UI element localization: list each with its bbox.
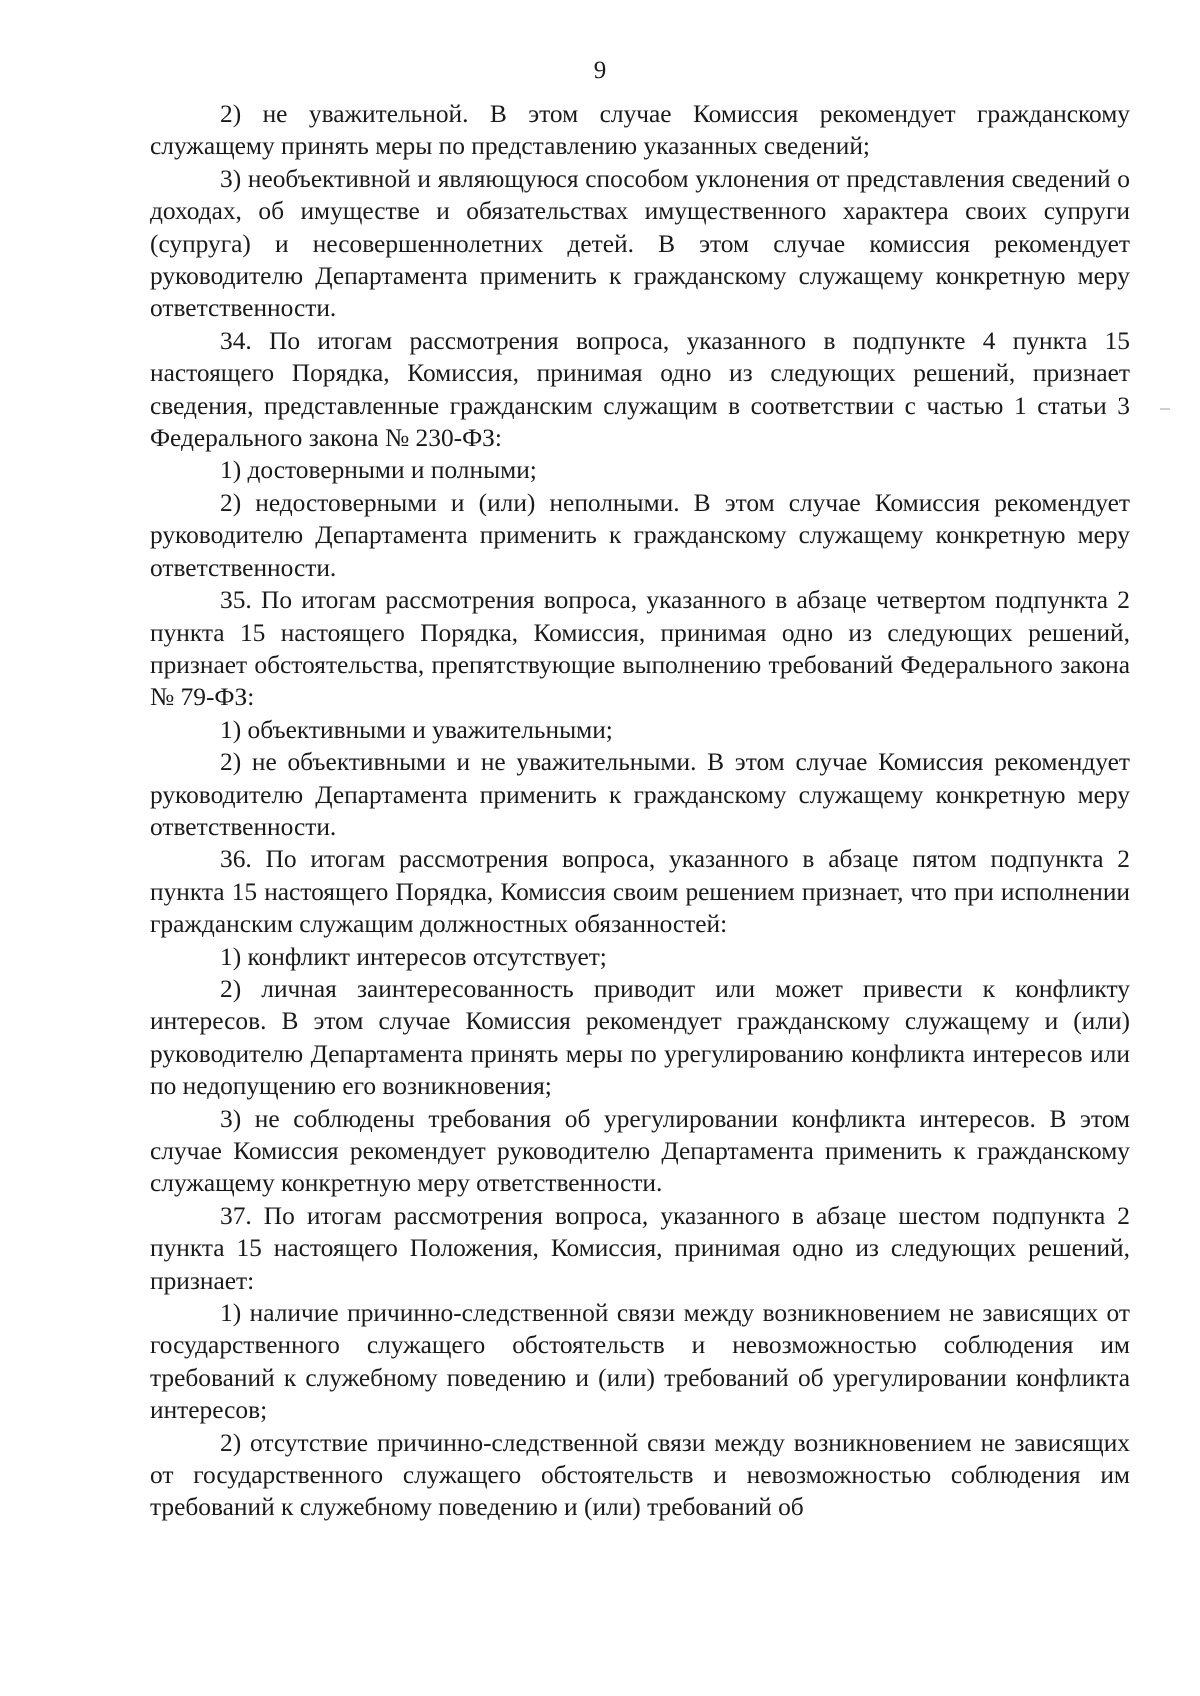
paragraph-36: 36. По итогам рассмотрения вопроса, указанного в абзаце пятом подпункта 2 пункта 15 настоящего Порядка, Комиссия своим решением признает, что при исполнении гражданским служащим должностных обязанностей: [150, 845, 1130, 939]
paragraph-37-item-2: 2) отсутствие причинно-следственной связи между возникновением не зависящих от государственного служащего обстоятельств и невозможностью соблюдения им требований к служебному поведению и (или) требований об [150, 1428, 1130, 1522]
paragraph-36-item-1: 1) конфликт интересов отсутствует; [220, 942, 607, 971]
paragraph-35-item-1: 1) объективными и уважительными; [220, 715, 613, 744]
paragraph-37: 37. По итогам рассмотрения вопроса, указанного в абзаце шестом подпункта 2 пункта 15 настоящего Положения, Комиссия, принимая одно из следующих решений, признает: [150, 1201, 1130, 1295]
paragraph-item-3-not-objective: 3) необъективной и являющуюся способом уклонения от представления сведений о доходах, об имуществе и обязательствах имущественного характера своих супруги (супруга) и несовершеннолетних детей. В этом случае комиссия рекомендует руководителю Департамента применить к гражданскому служащему конкретную меру ответственности. [150, 164, 1130, 323]
paragraph-37-item-1: 1) наличие причинно-следственной связи между возникновением не зависящих от государственного служащего обстоятельств и невозможностью соблюдения им требований к служебному поведению и (или) требований об урегулировании конфликта интересов; [150, 1299, 1130, 1425]
paragraph-34: 34. По итогам рассмотрения вопроса, указанного в подпункте 4 пункта 15 настоящего Порядка, Комиссия, принимая одно из следующих решений, признает сведения, представленные гражданским служащим в соответствии с частью 1 статьи 3 Федерального закона № 230-ФЗ: [150, 326, 1130, 453]
scan-artifact [1160, 408, 1170, 410]
paragraph-35: 35. По итогам рассмотрения вопроса, указанного в абзаце четвертом подпункта 2 пункта 15 настоящего Порядка, Комиссия, принимая одно из следующих решений, признает обстоятельства, препятствующие выполнению требований Федерального закона № 79-ФЗ: [150, 586, 1130, 712]
paragraph-34-item-1: 1) достоверными и полными; [220, 456, 537, 485]
paragraph-item-2-not-valid: 2) не уважительной. В этом случае Комиссия рекомендует гражданскому служащему принять меры по представлению указанных сведений; [150, 100, 1130, 161]
paragraph-35-item-2: 2) не объективными и не уважительными. В этом случае Комиссия рекомендует руководителю Департамента применить к гражданскому служащему конкретную меру ответственности. [150, 748, 1130, 841]
page-number: 9 [593, 57, 607, 84]
paragraph-34-item-2: 2) недостоверными и (или) неполными. В этом случае Комиссия рекомендует руководителю Департамента применить к гражданскому служащему конкретную меру ответственности. [150, 488, 1130, 582]
paragraph-36-item-2: 2) личная заинтересованность приводит или может привести к конфликту интересов. В этом случае Комиссия рекомендует гражданскому служащему и (или) руководителю Департамента принять меры по урегулированию конфликта интересов или по недопущению его возникновения; [150, 974, 1130, 1101]
document-body [150, 98, 1130, 1524]
paragraph-36-item-3: 3) не соблюдены требования об урегулировании конфликта интересов. В этом случае Комиссия рекомендует руководителю Департамента применить к гражданскому служащему конкретную меру ответственности. [150, 1104, 1130, 1198]
